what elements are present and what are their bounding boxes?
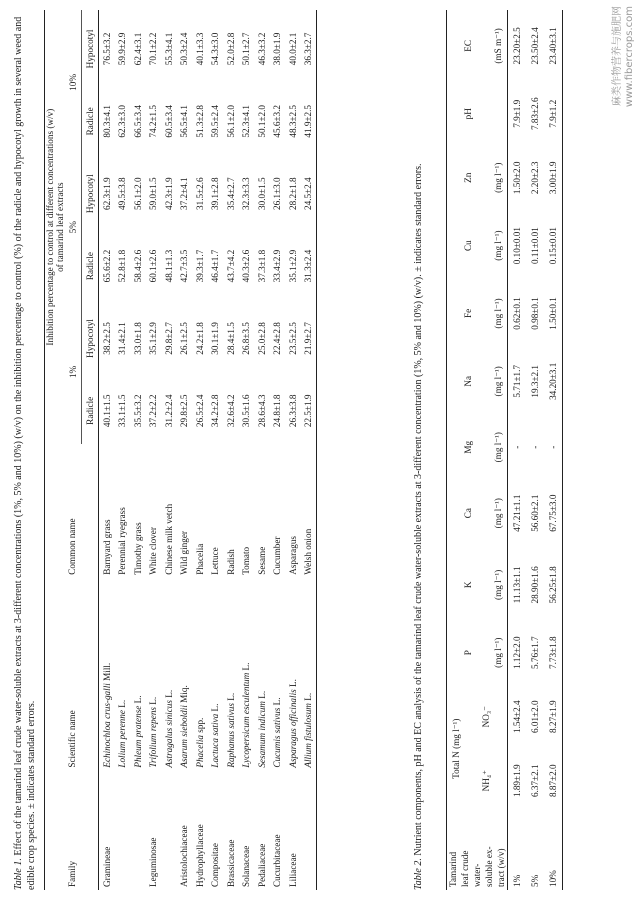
t1-cell-value: 39.3±1.7 <box>194 249 205 283</box>
t1-cell-family: Hydrophyllaceae <box>194 824 205 887</box>
t2-cell-value: 1.50±2.0 <box>512 161 522 195</box>
t1-cell-sci-name: Trifolium repens <box>148 706 159 768</box>
t1-cell-value: 26.3±3.8 <box>287 394 298 428</box>
t1-cell-sci-author: L. <box>225 692 236 701</box>
table1 <box>44 10 317 890</box>
t1-cell-common: Chinese milk vetch <box>163 503 174 575</box>
t1-cell-common: Tomato <box>241 546 252 575</box>
t1-cell-common: Phacelia <box>194 543 205 575</box>
t1-cell-value: 42.3±1.9 <box>163 177 174 210</box>
t1-cell-sci-name: Lactuca sativa <box>210 713 221 768</box>
t1-head-conc-10: 10% <box>65 10 82 155</box>
t1-head-inhibition <box>45 10 66 444</box>
t1-cell-sci-name: Lolium perenne <box>117 710 128 768</box>
t2-cell-value: - <box>548 445 558 449</box>
t1-cell-value: 59.9±2.9 <box>117 32 128 66</box>
table-row <box>526 10 544 890</box>
t1-cell-value: 52.0±2.8 <box>225 32 236 66</box>
t2-cell-label: 5% <box>530 874 540 887</box>
t2-head-zn: Zn <box>463 172 473 183</box>
t1-cell-common: Radish <box>225 549 236 575</box>
t2-head-unit: (mg l⁻¹) <box>492 366 503 397</box>
watermark <box>612 6 636 107</box>
table-row <box>223 10 239 890</box>
table1-caption-text: Effect of the tamarind leaf crude water-soluble extracts at 3-different concentrations (1%, 5% and 10%) (w/v) on the inhibition percentage to control (%) of the radicle and hypocotyl growth in several weed and edible crop species. ± indicates standard errors. <box>13 16 37 890</box>
t1-cell-value: 56.5±4.1 <box>179 105 190 138</box>
t2-head-unit: (mg l⁻¹) <box>492 230 503 261</box>
t1-cell-value: 40.1±1.5 <box>101 394 112 428</box>
table2-caption-text: Nutrient components, pH and EC analysis of the tamarind leaf crude water-soluble extracts at 3-different concentration (1%, 5% and 10%) (w/v). ± indicates standard errors. <box>413 163 424 859</box>
t1-cell-scientific <box>223 578 239 771</box>
t1-cell-family: Liliaceae <box>287 853 298 887</box>
t2-head-ca: Ca <box>463 508 473 519</box>
t2-head-unit: (mg l⁻¹) <box>492 498 503 529</box>
t1-cell-family: Cucurbitaceae <box>272 834 283 887</box>
t1-cell-common: Cucumber <box>272 536 283 575</box>
t1-cell-value: 37.3±1.8 <box>256 249 267 283</box>
t2-cell-value: 67.75±3.0 <box>548 494 558 532</box>
table1-caption-label: Table 1. <box>13 858 24 890</box>
t2-head-na: Na <box>463 375 473 387</box>
t1-cell-common: Lettuce <box>210 547 221 575</box>
t1-cell-common: Wild ginger <box>179 531 190 575</box>
t1-cell-sci-name: Cucumis sativus <box>272 707 283 768</box>
t1-cell-value: 60.5±3.4 <box>163 105 174 138</box>
t2-cell-value: 1.12±2.0 <box>512 636 522 669</box>
t1-cell-value: 38.0±1.9 <box>272 32 283 66</box>
table-row <box>146 10 162 890</box>
t1-cell-value: 50.1±2.7 <box>241 32 252 66</box>
t1-cell-sci-author: L. <box>303 692 314 701</box>
t2-head-totaln: Total N (mg l⁻¹) <box>450 718 461 779</box>
t2-cell-value: 1.50±0.1 <box>548 297 558 330</box>
t1-cell-sci-name: Allium fistulosum <box>303 703 314 768</box>
t2-cell-value: 5.71±1.7 <box>512 365 522 398</box>
t1-cell-sci-name: Asparagus officinalis <box>287 689 298 768</box>
table-row <box>161 10 177 890</box>
t2-head-extract-l3: water- <box>472 863 482 887</box>
t1-cell-value: 50.1±2.0 <box>256 105 267 138</box>
t1-cell-value: 55.3±4.1 <box>163 32 174 66</box>
t2-cell-value: 0.15±0.01 <box>548 227 558 265</box>
t2-cell-label: 10% <box>548 870 558 887</box>
t1-head-sub: Radicle <box>85 107 95 136</box>
t1-cell-common: Sesame <box>256 546 267 575</box>
t1-cell-value: 21.9±2.7 <box>303 322 314 355</box>
t1-cell-value: 37.2±2.2 <box>148 394 159 428</box>
t2-head-k: K <box>463 581 473 589</box>
t2-cell-value: 0.62±0.1 <box>512 297 522 330</box>
t1-cell-value: 40.1±3.3 <box>194 32 205 66</box>
table-row <box>285 10 301 890</box>
t1-cell-family: Compositae <box>210 843 221 887</box>
t2-head-unit: (mg l⁻¹) <box>492 298 503 329</box>
table-row <box>508 10 527 890</box>
t2-cell-value: 56.25±1.8 <box>548 566 558 604</box>
t1-cell-value: 33.1±1.5 <box>117 394 128 428</box>
t2-cell-value: 56.60±2.1 <box>530 494 540 532</box>
t1-cell-scientific <box>161 578 177 771</box>
t2-cell-value: 8.87±2.0 <box>548 764 558 798</box>
t1-cell-value: 62.3±1.9 <box>101 177 112 210</box>
t1-cell-sci-author: L. <box>117 699 128 708</box>
t1-cell-value: 80.3±4.1 <box>101 105 112 138</box>
t1-cell-value: 35.4±2.7 <box>225 177 236 210</box>
t1-cell-value: 60.1±2.6 <box>148 249 159 283</box>
t1-cell-value: 40.0±2.1 <box>287 32 298 66</box>
t1-cell-family: Solanaceae <box>241 845 252 887</box>
t1-cell-value: 34.2±2.8 <box>210 394 221 428</box>
t1-cell-value: 66.5±3.4 <box>132 105 143 138</box>
t1-cell-value: 56.1±2.0 <box>225 105 236 138</box>
t1-cell-common: Timothy grass <box>132 522 143 575</box>
t1-cell-value: 33.4±2.9 <box>272 249 283 283</box>
t1-cell-sci-name: Asarum sieboldii <box>179 705 190 768</box>
t1-cell-value: 74.2±1.5 <box>148 105 159 138</box>
table-row <box>239 10 255 890</box>
t2-cell-value: 0.10±0.01 <box>512 227 522 265</box>
table-row <box>130 10 146 890</box>
t2-head-no3: NO₃⁻ <box>480 706 491 728</box>
t1-cell-value: 37.2±4.1 <box>179 177 190 210</box>
t1-cell-scientific <box>192 578 208 771</box>
t1-cell-sci-name: Astragalus sinicus <box>163 700 174 768</box>
t1-cell-common: Welsh onion <box>303 528 314 575</box>
t1-cell-value: 35.5±3.2 <box>132 394 143 428</box>
t1-cell-family: Leguminosae <box>148 837 159 887</box>
t1-cell-value: 65.6±2.2 <box>101 249 112 283</box>
table-row <box>99 10 115 890</box>
t1-cell-value: 31.4±2.1 <box>117 322 128 355</box>
t2-head-extract-l5: tract (w/v) <box>496 848 506 887</box>
t1-cell-sci-author: L. <box>256 690 267 699</box>
t1-cell-scientific <box>254 578 270 771</box>
t2-cell-value: 34.20±3.1 <box>548 362 558 400</box>
t2-cell-value: 7.9±1.9 <box>512 99 522 128</box>
t1-head-sub: Radicle <box>85 396 95 425</box>
t1-cell-value: 23.5±2.5 <box>287 322 298 355</box>
t1-cell-value: 41.9±2.5 <box>303 105 314 138</box>
t1-cell-value: 59.0±1.5 <box>148 177 159 210</box>
t1-cell-value: 46.4±1.7 <box>210 249 221 283</box>
t2-head-p: P <box>463 650 473 656</box>
t2-cell-value: 8.27±1.9 <box>548 700 558 734</box>
t1-cell-common: Asparagus <box>287 536 298 575</box>
t1-cell-value: 54.3±3.0 <box>210 32 221 66</box>
t2-head-extract-l2: leaf crude <box>460 850 470 887</box>
t1-cell-family <box>115 771 131 890</box>
t2-cell-value: 6.01±2.0 <box>530 700 540 734</box>
t1-head-inhibition-line2: of tamarind leaf extracts <box>55 182 65 272</box>
t1-cell-value: 31.3±2.4 <box>303 249 314 283</box>
t1-cell-sci-author: L. <box>272 697 283 706</box>
t1-cell-scientific <box>115 578 131 771</box>
t2-cell-value: 11.13±1.1 <box>512 566 522 604</box>
t2-cell-value: 19.3±2.1 <box>530 365 540 398</box>
t2-cell-value: 23.50±2.4 <box>530 27 540 65</box>
table-row <box>301 10 317 890</box>
t2-head-unit: (mg l⁻¹) <box>492 432 503 463</box>
t1-cell-sci-author: spp. <box>194 717 205 733</box>
t2-cell-value: 23.40±3.1 <box>548 27 558 65</box>
t1-cell-value: 28.2±1.8 <box>287 177 298 210</box>
t1-cell-value: 39.1±2.8 <box>210 177 221 210</box>
t2-cell-value: 7.83±2.6 <box>530 97 540 131</box>
t2-cell-value: 1.54±2.4 <box>512 700 522 734</box>
t2-head-extract-l1: Tamarind <box>448 851 458 887</box>
t2-cell-value: 6.37±2.1 <box>530 764 540 798</box>
t1-cell-value: 76.5±3.2 <box>101 32 112 66</box>
t1-cell-common: Perennial ryegrass <box>117 507 128 575</box>
table-row <box>115 10 131 890</box>
t2-head-unit: (mS m⁻¹) <box>492 28 503 64</box>
t2-cell-value: 0.11±0.01 <box>530 227 540 265</box>
table-row <box>208 10 224 890</box>
t1-cell-scientific <box>208 578 224 771</box>
t1-cell-value: 26.1±2.5 <box>179 322 190 355</box>
t1-cell-value: 28.6±4.3 <box>256 394 267 428</box>
t2-head-unit: (mg l⁻¹) <box>492 569 503 600</box>
table-row <box>544 10 563 890</box>
watermark-line1: 麻类作物营养与施肥网 <box>612 6 623 106</box>
t1-cell-value: 70.1±2.2 <box>148 32 159 66</box>
t2-cell-value: - <box>530 445 540 449</box>
t1-cell-sci-author: L. <box>241 662 252 671</box>
t1-cell-value: 35.1±2.9 <box>148 322 159 355</box>
t1-cell-value: 49.5±3.8 <box>117 177 128 210</box>
t2-cell-value: 3.00±1.9 <box>548 161 558 195</box>
t1-cell-sci-name: Sesamum indicum <box>256 701 267 768</box>
t2-head-extract <box>447 813 508 890</box>
table1-caption <box>12 10 38 890</box>
t1-cell-value: 46.3±3.2 <box>256 32 267 66</box>
t2-head-cu: Cu <box>463 240 473 251</box>
t1-cell-value: 35.1±2.9 <box>287 249 298 283</box>
t1-cell-family: Brassicaceae <box>225 839 236 887</box>
t1-cell-value: 45.6±3.2 <box>272 105 283 138</box>
t1-cell-value: 24.5±2.4 <box>303 177 314 210</box>
t1-cell-value: 26.8±3.5 <box>241 322 252 355</box>
t1-cell-value: 24.2±1.8 <box>194 322 205 355</box>
t1-cell-value: 56.1±2.0 <box>132 177 143 210</box>
t1-cell-sci-author: Mill. <box>101 662 112 681</box>
table-row <box>177 10 193 890</box>
t1-cell-value: 42.7±3.5 <box>179 249 190 283</box>
t1-cell-value: 30.0±1.5 <box>256 177 267 210</box>
t2-cell-value: 23.20±2.5 <box>512 27 522 65</box>
t1-head-sub: Radicle <box>85 252 95 281</box>
t1-cell-sci-name: Phleum pratense <box>132 705 143 768</box>
t1-cell-value: 33.0±1.8 <box>132 322 143 355</box>
t2-head-nh4: NH₄⁺ <box>480 770 491 792</box>
t1-head-inhibition-line1: Inhibition percentage to control at different concentrations (w/v) <box>45 108 55 346</box>
t2-cell-value: 7.9±1.2 <box>548 99 558 128</box>
t1-cell-value: 43.7±4.2 <box>225 249 236 283</box>
table-row <box>192 10 208 890</box>
t1-head-sub: Hypocotyl <box>85 319 95 358</box>
t1-cell-value: 29.8±2.7 <box>163 322 174 355</box>
t1-cell-scientific <box>146 578 162 771</box>
t2-head-fe: Fe <box>463 308 473 319</box>
t1-cell-value: 26.1±3.0 <box>272 177 283 210</box>
t1-cell-sci-author: L. <box>148 696 159 705</box>
watermark-line2: www.fibercrops.com <box>624 6 635 108</box>
t1-cell-family: Gramineae <box>101 846 112 887</box>
t1-cell-value: 59.5±2.4 <box>210 105 221 138</box>
t2-cell-value: 2.20±2.3 <box>530 161 540 195</box>
t2-cell-label: 1% <box>512 874 522 887</box>
t1-cell-value: 40.3±2.6 <box>241 249 252 283</box>
t1-cell-value: 31.5±2.6 <box>194 177 205 210</box>
t1-cell-common: Barnyard grass <box>101 519 112 575</box>
t1-cell-sci-author: L. <box>210 703 221 712</box>
table2-caption-label: Table 2. <box>413 858 424 890</box>
t1-cell-value: 26.5±2.4 <box>194 394 205 428</box>
t1-cell-value: 48.1±1.3 <box>163 249 174 283</box>
t1-cell-sci-name: Lycopersicum esculentum <box>241 672 252 768</box>
t2-cell-value: 28.90±1.6 <box>530 566 540 604</box>
t1-cell-value: 50.3±2.4 <box>179 32 190 66</box>
t1-cell-sci-author: Miq. <box>179 685 190 703</box>
t1-cell-value: 25.0±2.8 <box>256 322 267 355</box>
t1-cell-scientific <box>99 578 115 771</box>
t1-cell-sci-name: Phacelia <box>194 735 205 768</box>
t1-cell-value: 58.4±2.6 <box>132 249 143 283</box>
t1-cell-value: 28.4±1.5 <box>225 322 236 355</box>
t2-cell-value: 1.89±1.9 <box>512 764 522 798</box>
t1-cell-sci-author: L. <box>287 679 298 687</box>
t1-head-scientific: Scientific name <box>66 710 77 768</box>
t1-cell-family <box>301 771 317 890</box>
t1-cell-common: White clover <box>148 527 159 575</box>
t1-head-common: Common name <box>66 518 77 575</box>
t1-cell-scientific <box>130 578 146 771</box>
t2-cell-value: - <box>512 445 522 449</box>
t1-cell-sci-author: L. <box>163 689 174 698</box>
t1-cell-value: 22.4±2.8 <box>272 322 283 355</box>
t2-cell-value: 0.98±0.1 <box>530 297 540 330</box>
table2-caption <box>412 10 425 890</box>
table2 <box>446 10 563 890</box>
t1-head-family: Family <box>66 860 77 887</box>
t1-head-conc-1: 1% <box>65 300 82 445</box>
t1-cell-value: 51.3±2.8 <box>194 105 205 138</box>
t2-head-unit: (mg l⁻¹) <box>492 162 503 193</box>
t1-cell-scientific <box>239 578 255 771</box>
t1-cell-family: Aristolochiaceae <box>179 825 190 887</box>
t1-cell-scientific <box>301 578 317 771</box>
t1-cell-value: 48.3±2.5 <box>287 105 298 138</box>
t1-cell-sci-author: L. <box>132 695 143 704</box>
t1-head-sub: Hypocotyl <box>85 29 95 69</box>
t1-cell-sci-name: Echinochloa crus-galli <box>101 683 112 768</box>
t1-cell-value: 36.3±2.7 <box>303 32 314 66</box>
t2-head-unit <box>489 82 508 146</box>
t1-cell-scientific <box>285 578 301 771</box>
t1-cell-value: 38.2±2.5 <box>101 322 112 355</box>
t1-cell-family: Pedaliaceae <box>256 843 267 887</box>
t2-head-ph: pH <box>463 108 473 120</box>
t1-cell-value: 24.8±1.8 <box>272 394 283 428</box>
t1-cell-value: 30.1±1.9 <box>210 322 221 355</box>
t1-cell-value: 62.4±3.1 <box>132 32 143 66</box>
t1-cell-value: 52.3±4.1 <box>241 105 252 138</box>
t1-head-conc-5: 5% <box>65 155 82 300</box>
t1-cell-value: 29.8±2.5 <box>179 394 190 428</box>
t1-cell-value: 30.5±1.6 <box>241 394 252 428</box>
t2-head-extract-l4: soluble ex- <box>484 846 494 887</box>
t1-cell-value: 22.5±1.9 <box>303 394 314 428</box>
t2-cell-value: 7.73±1.8 <box>548 636 558 669</box>
t1-cell-value: 52.8±1.8 <box>117 249 128 283</box>
t1-cell-value: 32.6±4.2 <box>225 394 236 428</box>
t1-cell-family <box>130 771 146 890</box>
t2-cell-value: 5.76±1.7 <box>530 636 540 669</box>
t1-cell-scientific <box>177 578 193 771</box>
t1-head-sub: Hypocotyl <box>85 174 95 214</box>
t1-cell-value: 32.3±3.3 <box>241 177 252 210</box>
t2-head-unit: (mg l⁻¹) <box>492 637 503 668</box>
t2-cell-value: 47.21±1.1 <box>512 494 522 532</box>
t1-cell-value: 62.3±3.0 <box>117 105 128 138</box>
table-row <box>270 10 286 890</box>
t1-cell-family <box>161 771 177 890</box>
t1-cell-sci-name: Raphanus sativus <box>225 703 236 768</box>
t2-head-ec: EC <box>463 39 473 52</box>
t2-head-mg: Mg <box>463 440 473 454</box>
table-row <box>254 10 270 890</box>
t1-cell-value: 31.2±2.4 <box>163 394 174 428</box>
t1-cell-scientific <box>270 578 286 771</box>
